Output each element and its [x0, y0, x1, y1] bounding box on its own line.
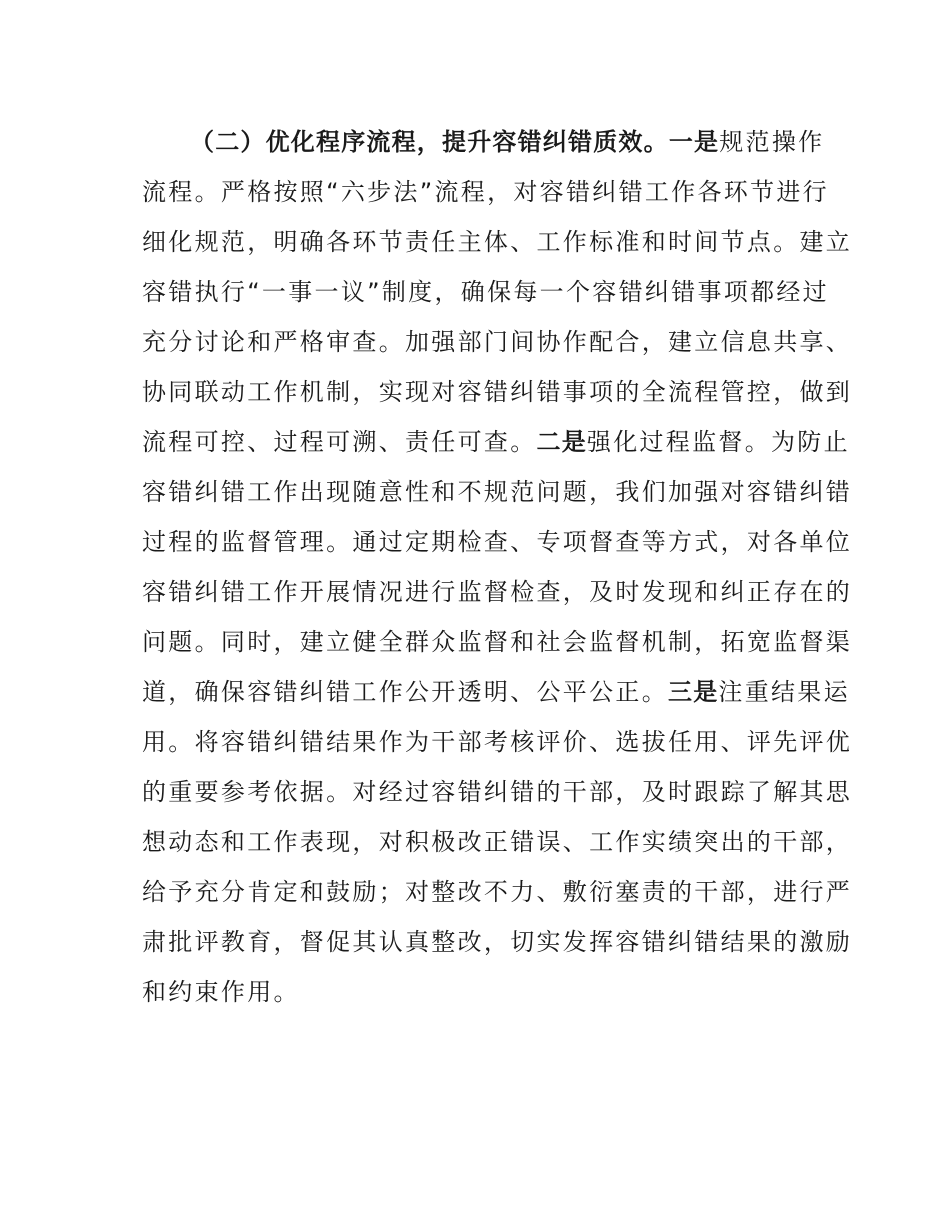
point-marker: 三是 — [668, 678, 719, 706]
line-text: 道，确保容错纠错工作公开透明、公平公正。 — [142, 678, 668, 706]
text-line — [142, 467, 853, 517]
line-text: 规范操作 — [719, 128, 825, 156]
line-text: 流程可控、过程可溯、责任可查。 — [142, 428, 537, 456]
text-line — [142, 517, 853, 567]
line-text: 强化过程监督。为防止 — [586, 428, 850, 456]
line-text: 容错纠错工作出现随意性和不规范问题，我们加强对容错纠错 — [142, 478, 853, 506]
text-line — [142, 417, 850, 467]
body-paragraph — [142, 117, 853, 1017]
text-line — [142, 167, 829, 217]
line-text: 协同联动工作机制，实现对容错纠错事项的全流程管控，做到 — [142, 378, 853, 406]
line-text: 给予充分肯定和鼓励；对整改不力、敷衍塞责的干部，进行严 — [142, 878, 853, 906]
text-line — [142, 567, 853, 617]
point-marker: 二是 — [536, 428, 587, 456]
point-marker: 一是 — [668, 128, 720, 156]
text-line — [142, 267, 829, 317]
text-line — [142, 617, 853, 667]
line-text: 流程。严格按照“六步法”流程，对容错纠错工作各环节进行 — [142, 178, 829, 206]
text-line — [142, 967, 822, 1017]
text-line — [142, 117, 825, 167]
line-text: 容错执行“一事一议”制度，确保每一个容错纠错事项都经过 — [142, 278, 829, 306]
line-text: 问题。同时，建立健全群众监督和社会监督机制，拓宽监督渠 — [142, 628, 853, 656]
line-text: 充分讨论和严格审查。加强部门间协作配合，建立信息共享、 — [142, 328, 853, 356]
text-line — [142, 917, 853, 967]
text-line — [142, 317, 853, 367]
line-text: 肃批评教育，督促其认真整改，切实发挥容错纠错结果的激励 — [142, 928, 853, 956]
line-text: 和约束作用。 — [142, 978, 300, 1006]
line-text: 注重结果运 — [718, 678, 850, 706]
text-line — [142, 867, 853, 917]
text-line — [142, 817, 853, 867]
section-heading: （二）优化程序流程，提升容错纠错质效。 — [190, 128, 669, 156]
line-text: 想动态和工作表现，对积极改正错误、工作实绩突出的干部， — [142, 828, 853, 856]
text-line — [142, 767, 853, 817]
text-line — [142, 217, 853, 267]
line-text: 用。将容错纠错结果作为干部考核评价、选拔任用、评先评优 — [142, 728, 853, 756]
line-text: 过程的监督管理。通过定期检查、专项督查等方式，对各单位 — [142, 528, 853, 556]
line-text: 细化规范，明确各环节责任主体、工作标准和时间节点。建立 — [142, 228, 853, 256]
line-text: 容错纠错工作开展情况进行监督检查，及时发现和纠正存在的 — [142, 578, 853, 606]
text-line — [142, 367, 853, 417]
text-line — [142, 717, 853, 767]
text-line — [142, 667, 850, 717]
line-text: 的重要参考依据。对经过容错纠错的干部，及时跟踪了解其思 — [142, 778, 853, 806]
